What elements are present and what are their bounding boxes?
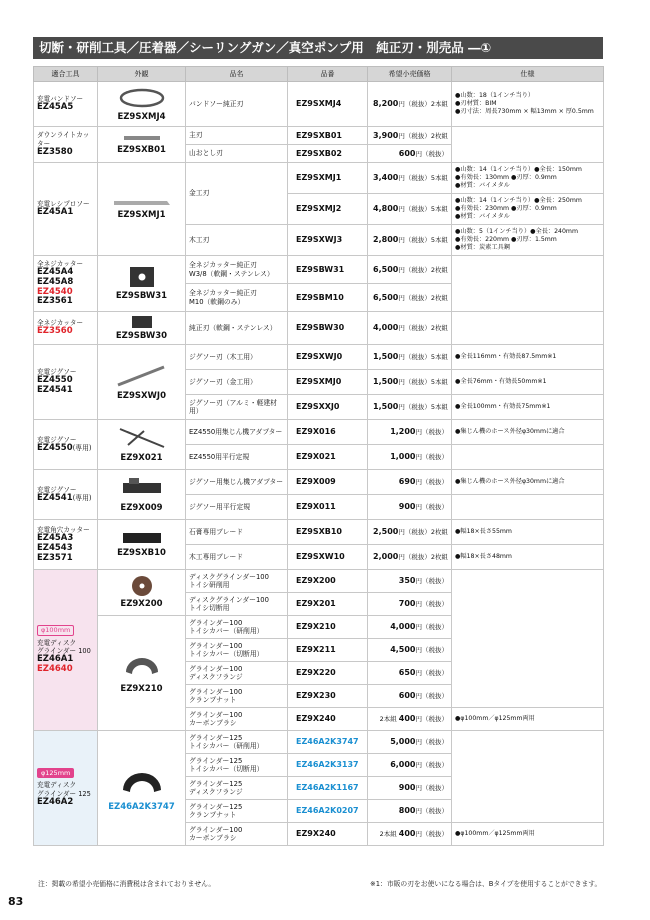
product-price: 6,000円（税抜） — [368, 754, 452, 777]
product-name: グラインダー125 トイシカバー（研削用） — [186, 731, 288, 754]
product-spec: ●山数：14（1インチ当り）●全長：150mm ●有効長：130mm ●刃厚：0.9mm ●材質：バイメタル — [452, 163, 604, 194]
product-spec: ●山数：18（1インチ当り） ●刃材質：BIM ●刃寸法：周長730mm × 幅13mm × 厚0.5mm — [452, 82, 604, 127]
product-price: 900円（税抜） — [368, 495, 452, 520]
page-header: 切断・研削工具／圧着器／シーリングガン／真空ポンプ用 純正刃・別売品 ―① — [33, 37, 603, 59]
product-code: EZ9SXXJ0 — [288, 395, 368, 420]
product-price: 8,200円（税抜）2本組 — [368, 82, 452, 127]
product-spec: ●山数：14（1インチ当り）●全長：250mm ●有効長：230mm ●刃厚：0.9mm ●材質：バイメタル — [452, 194, 604, 225]
tool-cell: 全ネジカッター EZ3560 — [34, 312, 98, 345]
product-name: ジグソー刃（金工用） — [186, 370, 288, 395]
tool-cell: φ125mm 充電ディスク グラインダー 125 EZ46A2 — [34, 731, 98, 846]
footer-note-left: 注：掲載の希望小売価格に消費税は含まれておりません。 — [38, 880, 216, 888]
product-code: EZ9X201 — [288, 593, 368, 616]
product-spec: ●φ100mm／φ125mm両用 — [452, 823, 604, 846]
product-spec: ●φ100mm／φ125mm両用 — [452, 708, 604, 731]
product-code: EZ9SXWJ0 — [288, 345, 368, 370]
thread-cutter-blade-image — [129, 315, 155, 329]
product-name: 金工刃 — [186, 163, 288, 225]
product-image-cell: EZ9X200 — [98, 570, 186, 616]
col-header-price: 希望小売価格 — [368, 67, 452, 82]
product-price: 4,000円（税抜）2枚組 — [368, 312, 452, 345]
product-spec: ●集じん機のホース外径φ30mmに適合 — [452, 470, 604, 495]
product-code: EZ9X021 — [288, 445, 368, 470]
product-spec — [452, 127, 604, 163]
product-name: バンドソー純正刃 — [186, 82, 288, 127]
table-header-row — [34, 67, 604, 82]
product-price: 1,200円（税抜） — [368, 420, 452, 445]
product-spec: ●集じん機のホース外径φ30mmに適合 — [452, 420, 604, 445]
product-name: ディスクグラインダー100 トイシ切断用 — [186, 593, 288, 616]
product-price: 1,000円（税抜） — [368, 445, 452, 470]
product-code: EZ9X240 — [288, 708, 368, 731]
product-price: 4,500円（税抜） — [368, 639, 452, 662]
table-row — [34, 570, 604, 593]
product-name: 石膏専用ブレード — [186, 520, 288, 545]
product-price: 3,900円（税抜）2枚組 — [368, 127, 452, 145]
product-name: ディスクグラインダー100 トイシ研削用 — [186, 570, 288, 593]
product-code: EZ46A2K3747 — [288, 731, 368, 754]
product-spec: ●全長100mm・有効長75mm※1 — [452, 395, 604, 420]
product-name: 純正刃（軟鋼・ステンレス） — [186, 312, 288, 345]
product-name: グラインダー100 トイシカバー（研削用） — [186, 616, 288, 639]
product-price: 2,800円（税抜）5本組 — [368, 225, 452, 256]
product-code: EZ9SBM10 — [288, 284, 368, 312]
product-code: EZ9SXB10 — [288, 520, 368, 545]
product-code: EZ46A2K1167 — [288, 777, 368, 800]
product-spec: ●全長76mm・有効長50mm※1 — [452, 370, 604, 395]
product-price: 6,500円（税抜）2枚組 — [368, 256, 452, 284]
product-name: グラインダー125 ディスクフランジ — [186, 777, 288, 800]
table-row — [34, 731, 604, 754]
product-image-cell: EZ9SXB01 — [98, 127, 186, 163]
product-price: 600円（税抜） — [368, 145, 452, 163]
product-code: EZ9SXWJ3 — [288, 225, 368, 256]
product-price: 350円（税抜） — [368, 570, 452, 593]
table-row — [34, 163, 604, 194]
product-price: 1,500円（税抜）5本組 — [368, 345, 452, 370]
product-code: EZ9X240 — [288, 823, 368, 846]
product-code: EZ9X009 — [288, 470, 368, 495]
product-spec — [452, 256, 604, 312]
product-spec: ●全長116mm・有効長87.5mm※1 — [452, 345, 604, 370]
parallel-guide-image — [114, 425, 170, 451]
product-price: 650円（税抜） — [368, 662, 452, 685]
jigsaw-blade-image — [112, 363, 172, 389]
reciprocating-blade-image — [112, 198, 172, 208]
product-image-cell: EZ9SXMJ1 — [98, 163, 186, 256]
tool-cell: φ100mm 充電ディスク グラインダー 100 EZ46A1 EZ4640 — [34, 570, 98, 731]
product-spec — [452, 312, 604, 345]
product-code: EZ9SXMJ1 — [288, 163, 368, 194]
tool-cell: 充電角穴カッター EZ45A3 EZ4543 EZ3571 — [34, 520, 98, 570]
footer-note-right: ※1：市販の刃をお使いになる場合は、Bタイプを使用することができます。 — [370, 880, 602, 888]
product-spec: ●幅18×長さ48mm — [452, 545, 604, 570]
table-row — [34, 520, 604, 545]
product-code: EZ9X210 — [288, 616, 368, 639]
product-code: EZ9X016 — [288, 420, 368, 445]
product-name: 木工刃 — [186, 225, 288, 256]
grinding-disc-image — [131, 575, 153, 597]
table-row — [34, 312, 604, 345]
table-row — [34, 345, 604, 370]
product-price: 3,400円（税抜）5本組 — [368, 163, 452, 194]
product-image-cell: EZ46A2K3747 — [98, 731, 186, 846]
product-name: ジグソー刃（アルミ・軽建材用） — [186, 395, 288, 420]
product-code: EZ9SBW30 — [288, 312, 368, 345]
downlight-blade-image — [122, 133, 162, 143]
product-code: EZ9X211 — [288, 639, 368, 662]
tool-cell: 充電ジグソー EZ4541(専用) — [34, 470, 98, 520]
product-code: EZ46A2K3137 — [288, 754, 368, 777]
tool-cell: 充電ジグソー EZ4550(専用) — [34, 420, 98, 470]
tool-cell: 充電ジグソー EZ4550 EZ4541 — [34, 345, 98, 420]
product-code: EZ9X220 — [288, 662, 368, 685]
product-price: 690円（税抜） — [368, 470, 452, 495]
product-image-cell: EZ9X009 — [98, 470, 186, 520]
product-name: ジグソー用集じん機アダプター — [186, 470, 288, 495]
band-saw-blade-image — [118, 86, 166, 110]
product-spec — [452, 495, 604, 520]
page-number: 83 — [8, 895, 24, 908]
product-name: グラインダー100 クランプナット — [186, 685, 288, 708]
product-spec: ●幅18×長さ55mm — [452, 520, 604, 545]
product-name: 山おとし刃 — [186, 145, 288, 163]
product-code: EZ9SXB01 — [288, 127, 368, 145]
product-code: EZ9SXB02 — [288, 145, 368, 163]
product-name: EZ4550用集じん機アダプター — [186, 420, 288, 445]
product-spec: ●山数：5（1インチ当り）●全長：240mm ●有効長：220mm ●刃厚：1.5mm ●材質：炭素工具鋼 — [452, 225, 604, 256]
dust-adapter-image — [117, 475, 167, 501]
product-name: ジグソー用平行定規 — [186, 495, 288, 520]
grinder-cover-image — [122, 652, 162, 682]
col-header-image: 外観 — [98, 67, 186, 82]
product-price: 2本組 400円（税抜） — [368, 823, 452, 846]
product-price: 1,500円（税抜）5本組 — [368, 370, 452, 395]
product-price: 800円（税抜） — [368, 800, 452, 823]
product-image-cell: EZ9X210 — [98, 616, 186, 731]
product-code: EZ9X200 — [288, 570, 368, 593]
product-price: 1,500円（税抜）5本組 — [368, 395, 452, 420]
product-name: 全ネジカッター純正刃 W3/8（軟鋼・ステンレス） — [186, 256, 288, 284]
product-name: 主刃 — [186, 127, 288, 145]
col-header-name: 品名 — [186, 67, 288, 82]
product-price: 2本組 400円（税抜） — [368, 708, 452, 731]
tool-cell: 全ネジカッター EZ45A4 EZ45A8 EZ4540 EZ3561 — [34, 256, 98, 312]
product-spec — [452, 731, 604, 823]
tool-cell: 充電バンドソー EZ45A5 — [34, 82, 98, 127]
product-code: EZ9SXMJ4 — [288, 82, 368, 127]
product-spec — [452, 445, 604, 470]
table-row — [34, 256, 604, 284]
product-image-cell: EZ9SXB10 — [98, 520, 186, 570]
square-cutter-blade-image — [120, 530, 164, 546]
col-header-tool: 適合工具 — [34, 67, 98, 82]
product-price: 600円（税抜） — [368, 685, 452, 708]
product-price: 2,500円（税抜）2枚組 — [368, 520, 452, 545]
tool-cell: ダウンライトカッター EZ3580 — [34, 127, 98, 163]
grinder-cover-125-image — [119, 764, 165, 800]
product-name: グラインダー125 トイシカバー（切断用） — [186, 754, 288, 777]
product-name: グラインダー100 トイシカバー（切断用） — [186, 639, 288, 662]
product-code: EZ9X230 — [288, 685, 368, 708]
col-header-code: 品番 — [288, 67, 368, 82]
product-code: EZ9SBW31 — [288, 256, 368, 284]
product-name: EZ4550用平行定規 — [186, 445, 288, 470]
product-name: グラインダー100 ディスクフランジ — [186, 662, 288, 685]
product-spec — [452, 570, 604, 708]
product-image-cell: EZ9SXWJ0 — [98, 345, 186, 420]
product-code: EZ9X011 — [288, 495, 368, 520]
product-image-cell: EZ9X021 — [98, 420, 186, 470]
table-row — [34, 470, 604, 495]
table-row — [34, 127, 604, 145]
product-price: 2,000円（税抜）2枚組 — [368, 545, 452, 570]
product-image-cell: EZ9SBW31 — [98, 256, 186, 312]
product-name: グラインダー125 クランプナット — [186, 800, 288, 823]
table-row — [34, 420, 604, 445]
product-name: グラインダー100 カーボンブラシ — [186, 823, 288, 846]
thread-cutter-blade-image — [127, 265, 157, 289]
product-price: 5,000円（税抜） — [368, 731, 452, 754]
product-price: 700円（税抜） — [368, 593, 452, 616]
product-code: EZ9SXW10 — [288, 545, 368, 570]
product-image-cell: EZ9SXMJ4 — [98, 82, 186, 127]
product-name: ジグソー刃（木工用） — [186, 345, 288, 370]
product-name: 全ネジカッター純正刃 M10（軟鋼のみ） — [186, 284, 288, 312]
col-header-spec: 仕様 — [452, 67, 604, 82]
product-price: 900円（税抜） — [368, 777, 452, 800]
table-row — [34, 82, 604, 127]
product-price: 4,000円（税抜） — [368, 616, 452, 639]
tool-cell: 充電レシプロソー EZ45A1 — [34, 163, 98, 256]
product-price: 4,800円（税抜）5本組 — [368, 194, 452, 225]
product-image-cell: EZ9SBW30 — [98, 312, 186, 345]
product-code: EZ46A2K0207 — [288, 800, 368, 823]
product-code: EZ9SXMJ0 — [288, 370, 368, 395]
product-price: 6,500円（税抜）2枚組 — [368, 284, 452, 312]
product-name: グラインダー100 カーボンブラシ — [186, 708, 288, 731]
product-code: EZ9SXMJ2 — [288, 194, 368, 225]
parts-table — [33, 66, 604, 846]
product-name: 木工専用ブレード — [186, 545, 288, 570]
